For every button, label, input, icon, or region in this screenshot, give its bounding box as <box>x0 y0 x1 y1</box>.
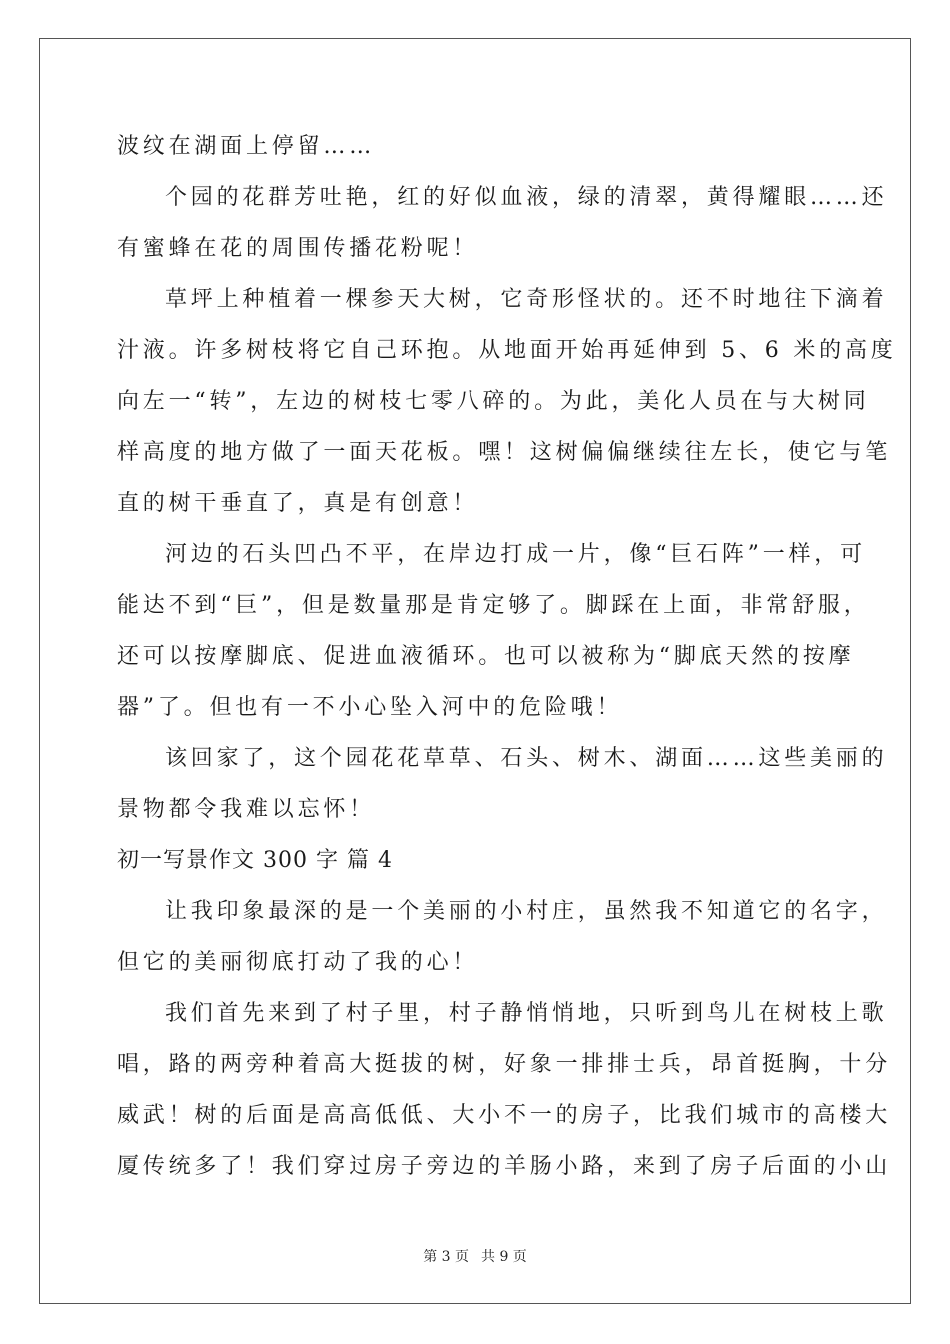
text-line: 能达不到“巨”，但是数量那是肯定够了。脚踩在上面，非常舒服， <box>117 593 870 618</box>
text-line: 向左一“转”，左边的树枝七零八碎的。为此，美化人员在与大树同 <box>117 389 870 414</box>
text-line: 有蜜蜂在花的周围传播花粉呢！ <box>117 236 479 261</box>
text-line: 还可以按摩脚底、促进血液循环。也可以被称为“脚底天然的按摩 <box>117 644 855 669</box>
text-line: 唱，路的两旁种着高大挺拔的树，好象一排排士兵，昂首挺胸，十分 <box>117 1052 892 1077</box>
text-line: 威武！树的后面是高高低低、大小不一的房子，比我们城市的高楼大 <box>117 1103 892 1128</box>
text-line: 河边的石头凹凸不平，在岸边打成一片，像“巨石阵”一样，可 <box>165 542 866 567</box>
text-line: 景物都令我难以忘怀！ <box>117 797 376 822</box>
text-line: 草坪上种植着一棵参天大树，它奇形怪状的。还不时地往下滴着 <box>165 287 888 312</box>
text-line: 器”了。但也有一不小心坠入河中的危险哦！ <box>117 695 623 720</box>
text-line: 但它的美丽彻底打动了我的心！ <box>117 950 479 975</box>
text-line: 样高度的地方做了一面天花板。嘿！这树偏偏继续往左长，使它与笔 <box>117 440 892 465</box>
section-heading: 初一写景作文 300 字 篇 4 <box>117 848 393 873</box>
page-footer <box>0 1246 950 1266</box>
text-line: 汁液。许多树枝将它自己环抱。从地面开始再延伸到 5、6 米的高度 <box>117 338 897 363</box>
text-line: 我们首先来到了村子里，村子静悄悄地，只听到鸟儿在树枝上歌 <box>165 1001 888 1026</box>
text-line: 厦传统多了！我们穿过房子旁边的羊肠小路，来到了房子后面的小山 <box>117 1154 892 1179</box>
text-line: 该回家了，这个园花花草草、石头、树木、湖面……这些美丽的 <box>165 746 888 771</box>
total-page-count: 共 9 页 <box>481 1249 527 1265</box>
document-body <box>117 121 897 1192</box>
text-line: 个园的花群芳吐艳，红的好似血液，绿的清翠，黄得耀眼……还 <box>165 185 888 210</box>
text-line: 波纹在湖面上停留…… <box>117 134 376 159</box>
text-line: 让我印象最深的是一个美丽的小村庄，虽然我不知道它的名字， <box>165 899 888 924</box>
current-page-number: 第 3 页 <box>423 1249 469 1265</box>
text-line: 直的树干垂直了，真是有创意！ <box>117 491 479 516</box>
